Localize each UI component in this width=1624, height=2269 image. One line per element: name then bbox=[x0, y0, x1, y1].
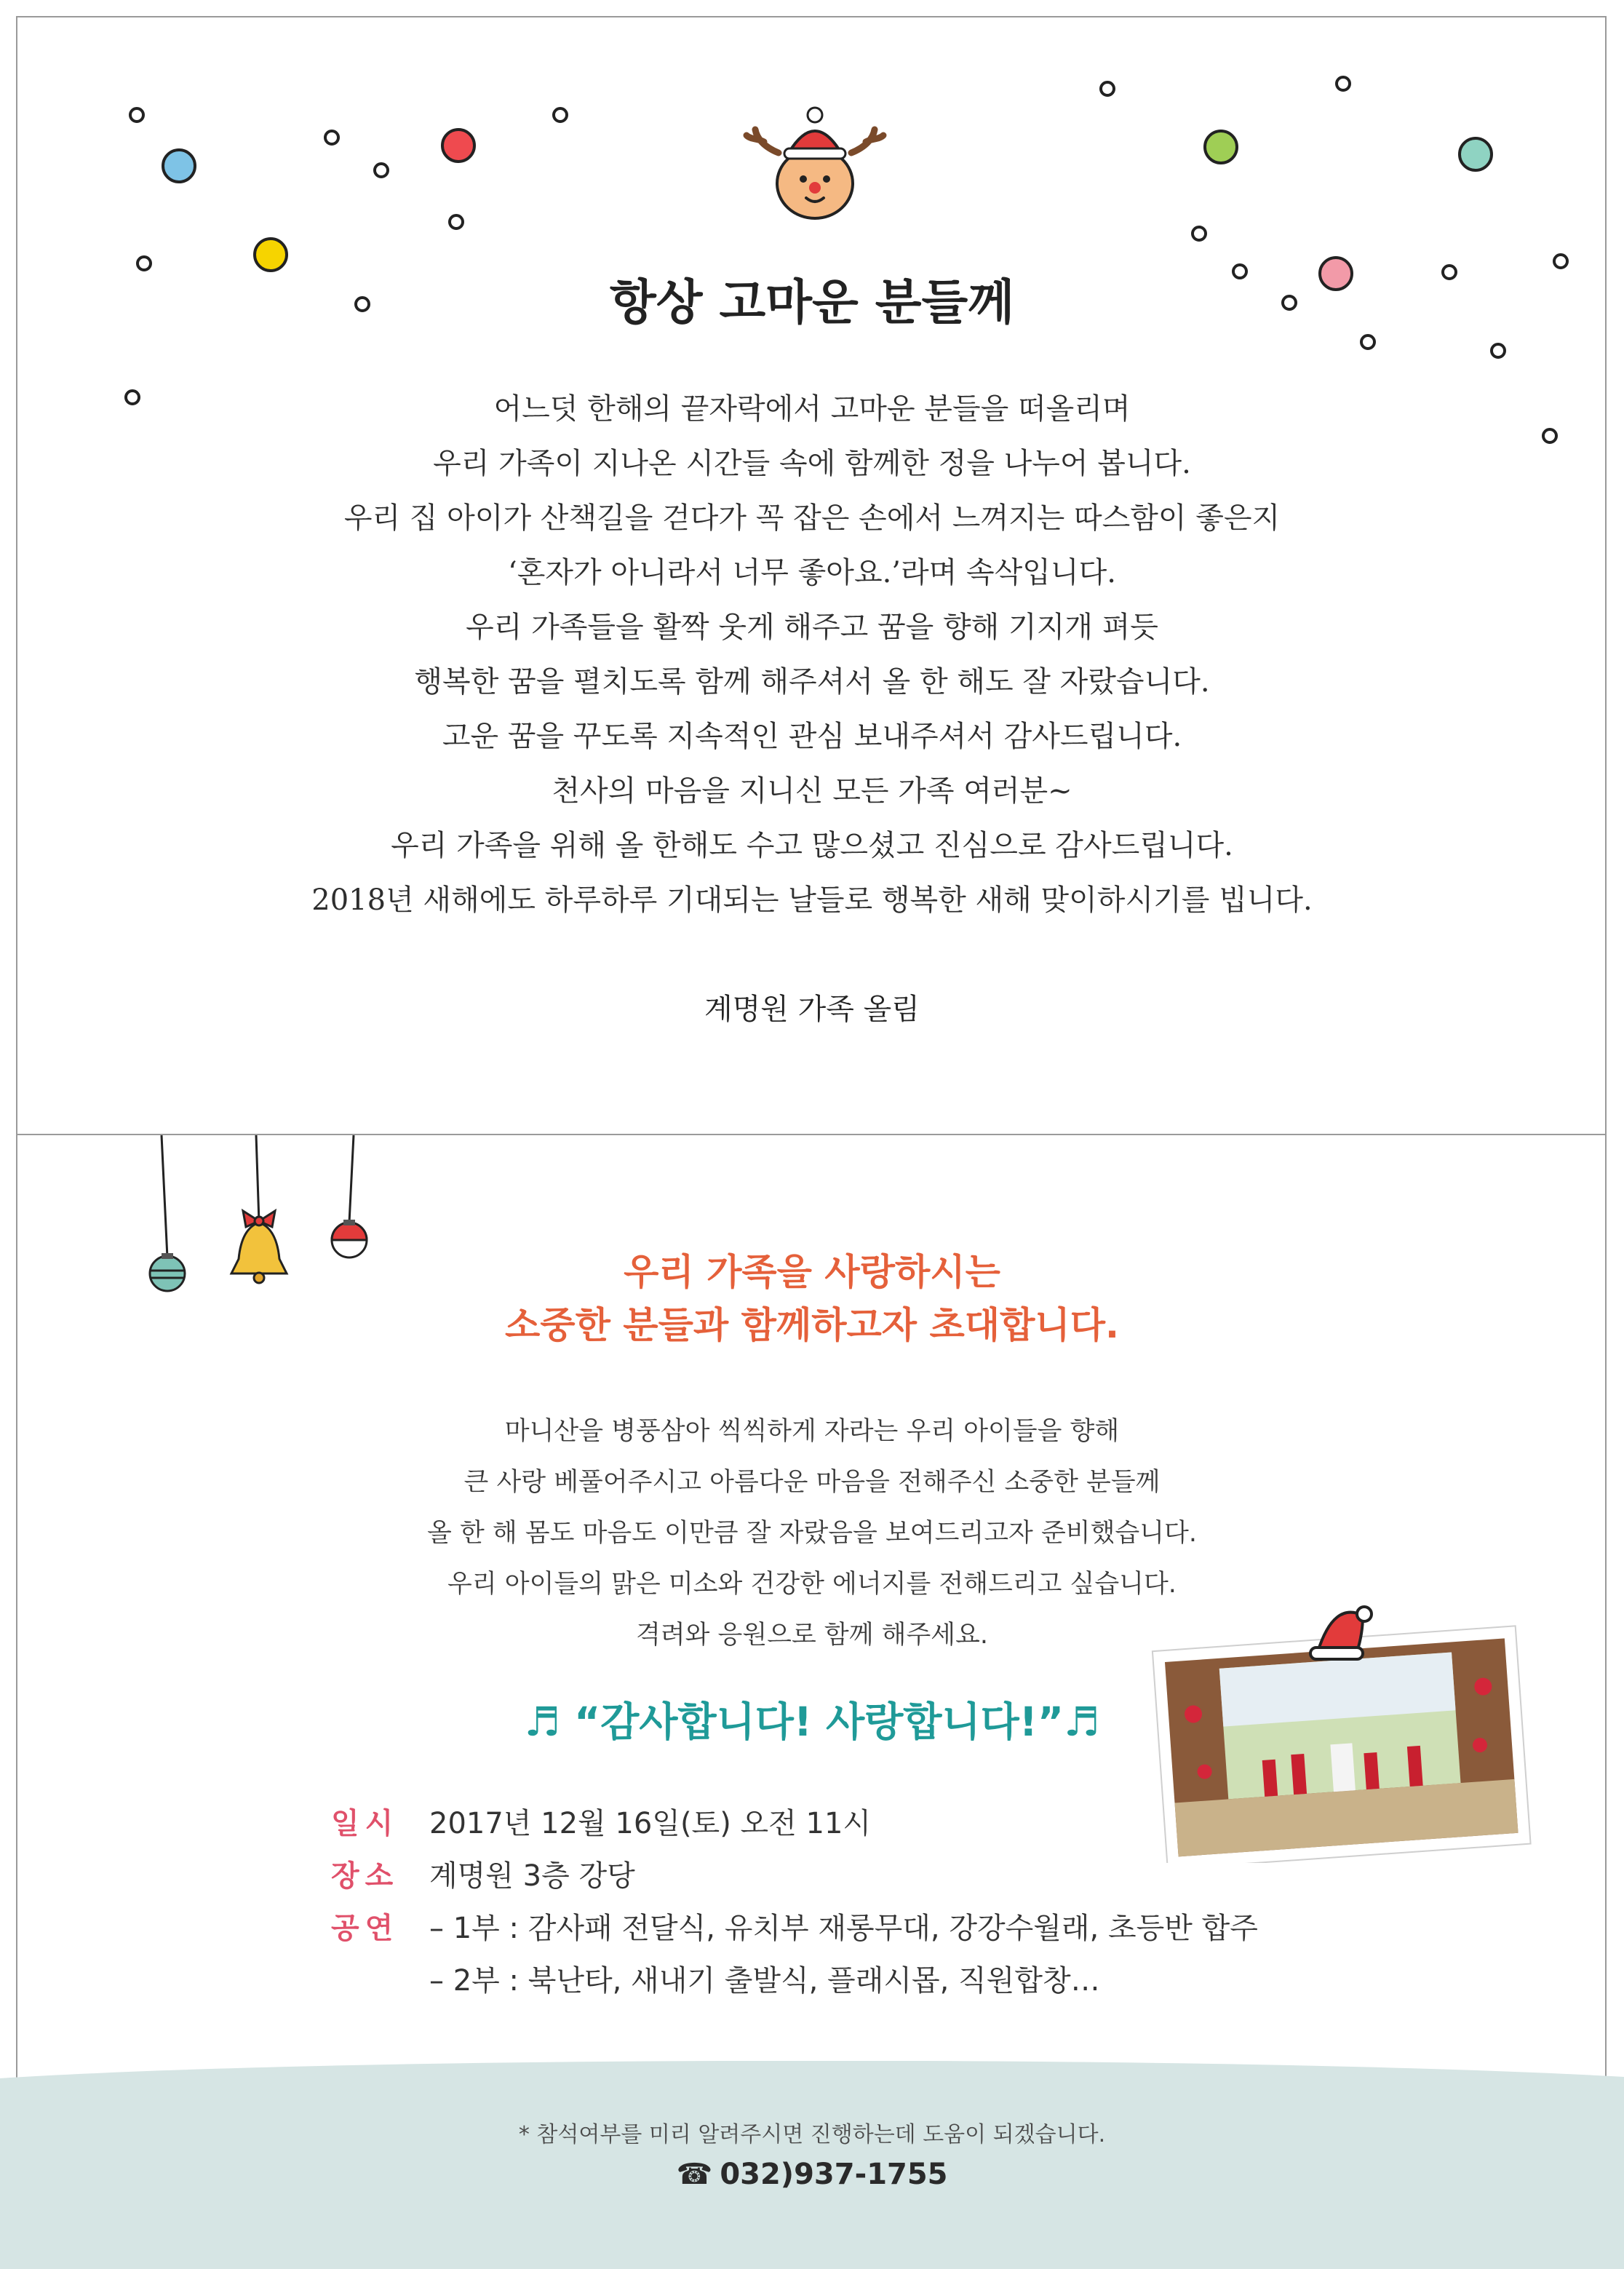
letter-line: 우리 집 아이가 산책길을 걷다가 꼭 잡은 손에서 느껴지는 따스함이 좋은지 bbox=[343, 501, 1281, 535]
santa-hat-icon bbox=[1310, 1607, 1372, 1659]
headline-line: 우리 가족을 사랑하시는 bbox=[624, 1251, 1000, 1293]
letter-line: 천사의 마음을 지니신 모든 가족 여러분~ bbox=[552, 774, 1072, 808]
phone-number: 032)937-1755 bbox=[720, 2158, 948, 2191]
signature: 계명원 가족 올림 bbox=[704, 993, 920, 1026]
contact-phone bbox=[0, 2158, 1624, 2191]
letter-line: 고운 꿈을 꾸도록 지속적인 관심 보내주셔서 감사드립니다. bbox=[442, 720, 1182, 753]
date-value: 2017년 12월 16일(토) 오전 11시 bbox=[429, 1807, 872, 1840]
phone-icon: ☎ bbox=[676, 2158, 713, 2191]
letter-line: ‘혼자가 아니라서 너무 좋아요.’라며 속삭입니다. bbox=[508, 556, 1116, 589]
invitation-headline bbox=[0, 1246, 1624, 1352]
show-label: 공연 bbox=[331, 1912, 399, 1945]
place-value: 계명원 3층 강당 bbox=[429, 1859, 635, 1893]
body-line: 큰 사랑 베풀어주시고 아름다운 마음을 전해주신 소중한 분들께 bbox=[463, 1468, 1161, 1497]
show-part1: – 1부 : 감사패 전달식, 유치부 재롱무대, 강강수월래, 초등반 합주 bbox=[429, 1912, 1258, 1945]
thanks-banner bbox=[0, 1690, 1624, 1747]
letter-line: 어느덧 한해의 끝자락에서 고마운 분들을 떠올리며 bbox=[493, 392, 1131, 426]
note-icon: ♬ bbox=[1064, 1698, 1100, 1745]
body-line: 올 한 해 몸도 마음도 이만큼 잘 자랐음을 보여드리고자 준비했습니다. bbox=[427, 1519, 1197, 1548]
show-part2: – 2부 : 북난타, 새내기 출발식, 플래시몹, 직원합창… bbox=[429, 1964, 1100, 1998]
body-line: 우리 아이들의 맑은 미소와 건강한 에너지를 전해드리고 싶습니다. bbox=[447, 1570, 1177, 1599]
date-label: 일시 bbox=[331, 1807, 399, 1840]
note-icon: ♬ bbox=[524, 1698, 560, 1745]
letter-line: 행복한 꿈을 펼치도록 함께 해주셔서 올 한 해도 잘 자랐습니다. bbox=[414, 665, 1210, 699]
body-line: 마니산을 병풍삼아 씩씩하게 자라는 우리 아이들을 향해 bbox=[504, 1417, 1120, 1446]
letter-body bbox=[0, 382, 1624, 928]
letter-line: 우리 가족을 위해 올 한해도 수고 많으셨고 진심으로 감사드립니다. bbox=[391, 829, 1233, 862]
place-label: 장소 bbox=[331, 1859, 399, 1893]
body-line: 격려와 응원으로 함께 해주세요. bbox=[635, 1621, 989, 1650]
thanks-text: “감사합니다! 사랑합니다!” bbox=[574, 1698, 1064, 1745]
headline-line: 소중한 분들과 함께하고자 초대합니다. bbox=[504, 1304, 1119, 1346]
letter-line: 우리 가족들을 활짝 웃게 해주고 꿈을 향해 기지개 펴듯 bbox=[466, 611, 1158, 644]
letter-line: 2018년 새해에도 하루하루 기대되는 날들로 행복한 새해 맞이하시기를 빕니다. bbox=[311, 883, 1313, 917]
letter-line: 우리 가족이 지나온 시간들 속에 함께한 정을 나누어 봅니다. bbox=[433, 447, 1191, 480]
reindeer-santa-icon bbox=[742, 102, 888, 226]
page-title: 항상 고마운 분들께 bbox=[609, 274, 1014, 330]
rsvp-note: * 참석여부를 미리 알려주시면 진행하는데 도움이 되겠습니다. bbox=[518, 2122, 1106, 2147]
